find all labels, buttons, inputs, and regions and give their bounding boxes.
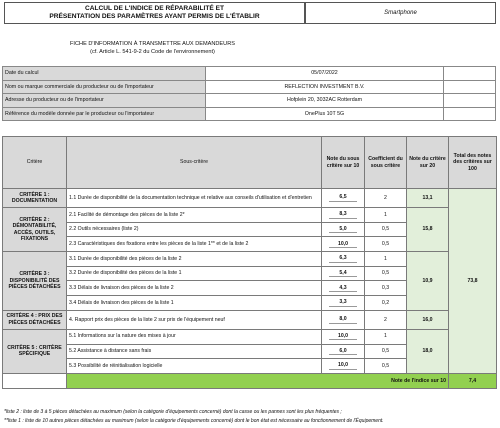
subcriterion-label: 2.1 Facilité de démontage des pièces de la liste 2* [67, 208, 322, 223]
subcriterion-label: 2.2 Outils nécessaires (liste 2) [67, 222, 322, 237]
subcriterion-label: 5.1 Informations sur la nature des mises à jour [67, 329, 322, 344]
info-value: OnePlus 10T 5G [205, 107, 443, 121]
info-blank [444, 94, 496, 108]
subcriterion-coefficient: 1 [365, 329, 407, 344]
table-row [3, 329, 497, 344]
criterion-label: CRITÈRE 5 : CRITÈRE SPÉCIFIQUE [3, 329, 67, 373]
subcriterion-label: 5.2 Assistance à distance sans frais [67, 344, 322, 359]
subcriterion-label: 1.1 Durée de disponibilité de la documentation technique et relative aux conseils d'utilisation et d'entretien [67, 189, 322, 208]
info-value: 05/07/2022 [205, 67, 443, 81]
subcriterion-coefficient: 1 [365, 208, 407, 223]
subcriterion-coefficient: 0,5 [365, 344, 407, 359]
subcriterion-label: 3.4 Délais de livraison des pièces de la liste 1 [67, 296, 322, 311]
subcriterion-note: 6,0 [322, 344, 365, 359]
criterion-score: 10,9 [407, 252, 449, 311]
subcriterion-coefficient: 0,5 [365, 237, 407, 252]
table-row [3, 208, 497, 223]
subcriterion-coefficient: 0,2 [365, 296, 407, 311]
info-blank [444, 67, 496, 81]
subcriterion-note: 6,5 [322, 189, 365, 208]
subcriterion-note: 4,3 [322, 281, 365, 296]
table-header-row [3, 137, 497, 189]
info-label: Référence du modèle donnée par le producteur ou l'importateur [3, 107, 206, 121]
subcriterion-coefficient: 0,5 [365, 222, 407, 237]
product-category: Smartphone [305, 2, 496, 24]
header-total: Total des notes des critères sur 100 [449, 137, 497, 189]
criterion-label: CRITÈRE 2 : DÉMONTABILITÉ, ACCÈS, OUTILS, FIXATIONS [3, 208, 67, 252]
subtitle-line-1: FICHE D'INFORMATION À TRANSMETTRE AUX DEMANDEURS [70, 41, 235, 47]
criterion-score: 13,1 [407, 189, 449, 208]
title-line-2: PRÉSENTATION DES PARAMÈTRES AYANT PERMIS DE L'ÉTABLIR [49, 13, 260, 20]
header-sous-critere: Sous-critère [67, 137, 322, 189]
subcriterion-label: 2.3 Caractéristiques des fixations entre les pièces de la liste 1** et de la liste 2 [67, 237, 322, 252]
title-line-1: CALCUL DE L'INDICE DE RÉPARABILITÉ ET [84, 5, 225, 12]
header-critere: Critère [3, 137, 67, 189]
info-row-address [3, 94, 496, 108]
final-score-value: 7,4 [449, 373, 497, 388]
table-row [3, 310, 497, 329]
subcriterion-label: 3.3 Délais de livraison des pièces de la liste 2 [67, 281, 322, 296]
info-value: Hofplein 20, 3032AC Rotterdam [205, 94, 443, 108]
header-note-critere: Note du critère sur 20 [407, 137, 449, 189]
subcriterion-note: 5,0 [322, 222, 365, 237]
subcriterion-note: 10,0 [322, 329, 365, 344]
criterion-score: 16,0 [407, 310, 449, 329]
total-score: 73,8 [449, 189, 497, 374]
final-score-row [3, 373, 497, 388]
table-row [3, 189, 497, 208]
info-value: REFLECTION INVESTMENT B.V. [205, 80, 443, 94]
subtitle [0, 40, 305, 56]
subcriterion-label: 4. Rapport prix des pièces de la liste 2 sur prix de l'équipement neuf [67, 310, 322, 329]
subcriterion-note: 5,4 [322, 266, 365, 281]
info-row-date [3, 67, 496, 81]
info-row-model [3, 107, 496, 121]
info-blank [444, 107, 496, 121]
info-label: Adresse du producteur ou de l'importateur [3, 94, 206, 108]
criterion-score: 18,0 [407, 329, 449, 373]
footnote-liste-1: **liste 1 : liste de 10 autres pièces détachées au maximum (selon la catégorie d'équipements concerné) dont le bon état est nécessaire au fonctionnement de l'Équipement. [4, 418, 384, 424]
table-row [3, 252, 497, 267]
footnote-liste-2: *liste 2 : liste de 3 à 5 pièces détachées au maximum (selon la catégorie d'équipements concerné) dont la casse ou les pannes sont les plus fréquentes ; [4, 409, 342, 415]
subcriterion-note: 8,3 [322, 208, 365, 223]
repairability-table [2, 136, 497, 389]
info-blank [444, 80, 496, 94]
subcriterion-note: 3,3 [322, 296, 365, 311]
subcriterion-coefficient: 2 [365, 310, 407, 329]
info-table [2, 66, 496, 121]
final-score-label: Note de l'indice sur 10 [67, 373, 449, 388]
subcriterion-label: 5.3 Possibilité de réinitialisation logicielle [67, 359, 322, 374]
criterion-label: CRITÈRE 1 : DOCUMENTATION [3, 189, 67, 208]
criterion-label: CRITÈRE 4 : PRIX DES PIÈCES DÉTACHÉES [3, 310, 67, 329]
document-title [4, 2, 305, 24]
subcriterion-note: 8,0 [322, 310, 365, 329]
subcriterion-label: 3.1 Durée de disponibilité des pièces de la liste 2 [67, 252, 322, 267]
header-note-sous-critere: Note du sous critère sur 10 [322, 137, 365, 189]
info-row-producer [3, 80, 496, 94]
subcriterion-note: 10,0 [322, 359, 365, 374]
subcriterion-coefficient: 0,5 [365, 359, 407, 374]
subcriterion-label: 3.2 Durée de disponibilité des pièces de la liste 1 [67, 266, 322, 281]
subcriterion-coefficient: 0,5 [365, 266, 407, 281]
header-coefficient: Coefficient du sous critère [365, 137, 407, 189]
criterion-label: CRITÈRE 3 : DISPONIBILITÉ DES PIÈCES DÉTACHÉES [3, 252, 67, 311]
subcriterion-coefficient: 1 [365, 252, 407, 267]
info-label: Date du calcul [3, 67, 206, 81]
final-empty [3, 373, 67, 388]
subcriterion-coefficient: 0,3 [365, 281, 407, 296]
subcriterion-note: 6,3 [322, 252, 365, 267]
subtitle-line-2: (cf. Article L. 541-9-2 du Code de l'environnement) [90, 49, 215, 55]
subcriterion-note: 10,0 [322, 237, 365, 252]
criterion-score: 15,8 [407, 208, 449, 252]
info-label: Nom ou marque commerciale du producteur ou de l'importateur [3, 80, 206, 94]
subcriterion-coefficient: 2 [365, 189, 407, 208]
